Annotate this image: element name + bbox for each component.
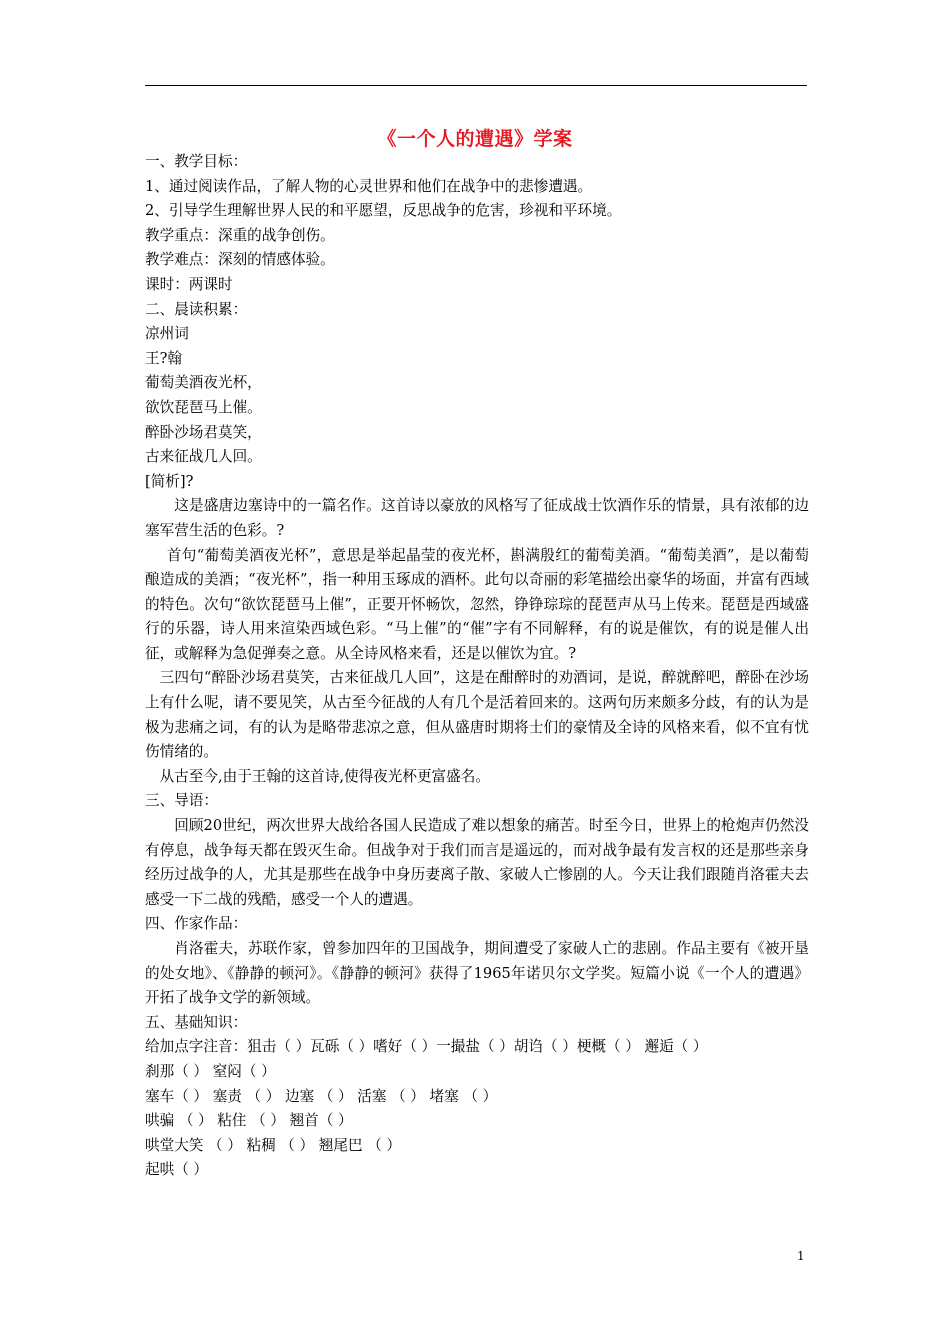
section-heading: 一、教学目标： [145,153,248,170]
poem-line: 欲饮琵琶马上催。 [145,398,262,416]
text-line: 教学重点：深重的战争创伤。 [145,226,335,244]
poem-line: 醉卧沙场君莫笑， [145,423,262,441]
paragraph: 这是盛唐边塞诗中的一篇名作。这首诗以豪放的风格写了征成战士饮酒作乐的情景，具有浓郁的边塞军营生活的色彩。? [145,497,809,539]
text-line: 2、引导学生理解世界人民的和平愿望，反思战争的危害，珍视和平环境。 [145,202,622,220]
text-line: 课时：两课时 [145,275,233,293]
section-heading: 四、作家作品： [145,915,248,933]
document-body [145,150,809,1183]
paragraph: 肖洛霍夫，苏联作家，曾参加四年的卫国战争，期间遭受了家破人亡的悲剧。作品主要有《被开垦的处女地》、《静静的顿河》。《静静的顿河》获得了1965年诺贝尔文学奖。短篇小说《一个人的遭遇》开拓了战争文学的新领域。 [145,940,809,1007]
exercise-line: 哄堂大笑 （ ） 粘稠 （ ） 翘尾巴 （ ） [145,1136,402,1154]
paragraph: 从古至今,由于王翰的这首诗,使得夜光杯更富盛名。 [159,767,490,785]
page-number: 1 [797,1249,805,1263]
analysis-label: [简析]? [145,472,194,490]
text-line: 教学难点：深刻的情感体验。 [145,251,335,269]
text-line: 1、通过阅读作品，了解人物的心灵世界和他们在战争中的悲惨遭遇。 [145,177,593,195]
exercise-line: 刹那（ ） 窒闷（ ） [145,1062,276,1080]
paragraph: 回顾20世纪，两次世界大战给各国人民造成了难以想象的痛苦。时至今日，世界上的枪炮声仍然没有停息，战争每天都在毁灭生命。但战争对于我们而言是遥远的，而对战争最有发言权的还是那些亲身经历过战争的人，尤其是那些在战争中身历妻离子散、家破人亡惨剧的人。今天让我们跟随肖洛霍夫去感受一下二战的残酷，感受一个人的遭遇。 [145,817,809,908]
exercise-line: 塞车（ ） 塞责 （ ） 边塞 （ ） 活塞 （ ） 堵塞 （ ） [145,1087,498,1105]
exercise-line: 起哄（ ） [145,1161,209,1179]
poem-line: 葡萄美酒夜光杯， [145,374,262,392]
section-heading: 五、基础知识： [145,1013,248,1031]
header-rule [145,85,807,86]
paragraph: 三四句“醉卧沙场君莫笑，古来征战几人回”，这是在酣醉时的劝酒词，是说，醉就醉吧，醉卧在沙场上有什么呢，请不要见笑，从古至今征战的人有几个是活着回来的。这两句历来颇多分歧，有的认为是极为悲痛之词，有的认为是略带悲凉之意，但从盛唐时期将士们的豪情及全诗的风格来看，似不宜有忧伤情绪的。 [145,669,809,761]
exercise-line: 哄骗 （ ） 粘住 （ ） 翘首（ ） [145,1112,353,1130]
exercise-line: 给加点字注音：狙击（ ）瓦砾（ ）嗜好（ ）一撮盐（ ）胡诌（ ）梗概（ ） 邂逅（ ） [145,1038,708,1056]
poem-line: 古来征战几人回。 [145,448,262,466]
section-heading: 三、导语： [145,792,218,810]
section-heading: 二、晨读积累： [145,300,248,318]
poem-author: 王?翰 [145,349,183,367]
paragraph: 首句“葡萄美酒夜光杯”，意思是举起晶莹的夜光杯，斟满殷红的葡萄美酒。“葡萄美酒”，是以葡萄酿造成的美酒；“夜光杯”，指一种用玉琢成的酒杯。此句以奇丽的彩笔描绘出豪华的场面，并富有西域的特色。次句“欲饮琵琶马上催”，正要开怀畅饮，忽然，铮铮琮琮的琵琶声从马上传来。琵琶是西域盛行的乐器，诗人用来渲染西域色彩。“马上催”的“催”字有不同解释，有的说是催饮，有的说是催人出征，或解释为急促弹奏之意。从全诗风格来看，还是以催饮为宜。? [145,546,809,662]
page-title: 《一个人的遭遇》学案 [377,128,573,150]
poem-title: 凉州词 [145,325,189,343]
